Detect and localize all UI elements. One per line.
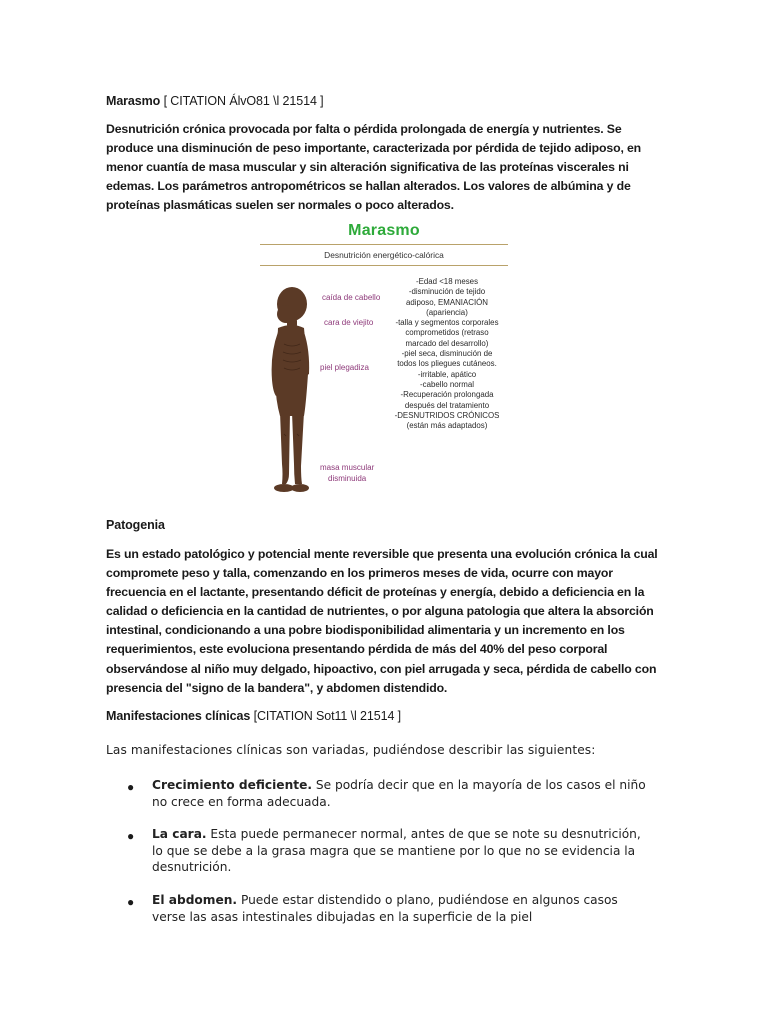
list-item-desc: no crece en forma adecuada. [152,794,331,809]
paragraph-line: menor cuantía de masa muscular y sin alteración significativa de las proteínas viscerales ni [106,160,629,175]
figure-list-line: -disminución de tejido [408,287,486,297]
paragraph-line: Desnutrición crónica provocada por falta o pérdida prolongada de energía y nutrientes. Se [106,122,622,136]
list-item-desc: verse las asas intestinales dibujadas en la superficie de la piel [152,909,533,924]
list-item-desc: Se podría decir que en la mayoría de los casos el niño [311,778,646,792]
label-muscle-mass [320,462,374,484]
figure-list-line: adiposo, EMANIACIÓN [405,297,488,307]
figure-characteristics-list [382,277,512,431]
list-item-text [152,777,672,810]
list-item-text [152,892,672,925]
figure-list-line: -talla y segmentos corporales [395,318,499,328]
figure-list-line: (están más adaptados) [406,421,488,431]
figure-list-line: -irritable, apático [417,369,477,379]
figure-list-line: (apariencia) [426,307,468,317]
figure-rule-mid [260,265,508,266]
heading-patogenia: Patogenia [106,518,165,532]
paragraph-line: compromete peso y talla, comenzando en los primeros meses de vida, ocurre con mayor [106,566,613,581]
marasmo-figure [260,222,510,502]
figure-list-line: todos los pliegues cutáneos. [397,359,497,369]
list-item-text [152,826,672,876]
figure-list-line: comprometidos (retraso [405,328,489,338]
paragraph-line: Es un estado patológico y potencial mente reversible que presenta una evolución crónica la cual [106,547,658,561]
label-old-face: cara de viejito [324,318,374,327]
paragraph-line: requerimientos, este evoluciona presentando pérdida de más del 40% del peso corporal [106,642,608,657]
paragraph-line: intestinal, condicionando a una pobre biodisponibilidad alimentaria y un incremento en los [106,623,625,638]
label-muscle-line: disminuida [328,474,367,483]
paragraph-line: proteínas plasmáticas suelen ser normales o poco alterados. [106,198,454,213]
paragraph-line: edemas. Los parámetros antropométricos se hallan alterados. Los valores de albúmina y de [106,179,631,194]
label-muscle-line: masa muscular [320,463,375,472]
paragraph-line: observándose al niño muy delgado, hipoactivo, con piel arrugada y seca, pérdida de cabello con [106,661,657,676]
paragraph-line: produce una disminución de peso importante, caracterizada por pérdida de tejido adiposo, en [106,141,642,156]
figure-list-line: -Recuperación prolongada [400,390,494,400]
list-item-desc: Puede estar distendido o plano, pudiéndose en algunos casos [237,893,618,907]
list-item-term: Crecimiento deficiente. [152,778,312,792]
paragraph-line: frecuencia en el lactante, presentando déficit de proteínas y energía, debido a deficiencia en la [106,585,645,600]
figure-list-line: marcado del desarrollo) [405,338,489,348]
heading-marasmo [106,94,324,108]
figure-subtitle: Desnutrición energético-calórica [324,250,444,260]
label-wrinkled-skin: piel plegadiza [320,363,369,372]
figure-rule-top [260,244,508,245]
list-item-term: El abdomen. [152,893,238,907]
citation: [ CITATION ÁlvO81 \l 21514 ] [163,94,324,108]
figure-list-line: -cabello normal [420,379,474,389]
list-item-term: La cara. [152,827,207,841]
paragraph-patogenia [106,545,658,698]
bullet-dot: ● [127,895,135,909]
figure-list-line: -piel seca, disminución de [401,349,493,359]
heading-text: Marasmo [106,94,161,108]
list-item-desc: lo que se debe a la grasa magra que se mantiene por lo que no se evidencia la [152,843,636,858]
heading-manifestaciones [106,709,401,723]
paragraph-definition [106,120,642,215]
list-item-desc: Esta puede permanecer normal, antes de que se note su desnutrición, [206,827,641,841]
citation: [CITATION Sot11 \l 21514 ] [253,709,402,723]
heading-text: Manifestaciones clínicas [106,709,251,723]
figure-title: Marasmo [348,222,420,239]
list-item-desc: desnutrición. [152,860,232,875]
figure-list-line: después del tratamiento [404,400,490,410]
intro-text: Las manifestaciones clínicas son variadas, pudiéndose describir las siguientes: [106,743,596,757]
label-hair-loss: caída de cabello [322,293,381,302]
figure-list-line: -Edad <18 meses [415,277,479,286]
paragraph-line: calidad o deficiencia en la cantidad de nutrientes, o por alguna patologia que altera la absorción [106,604,654,619]
bullet-dot: ● [127,829,135,843]
bullet-dot: ● [127,780,135,794]
figure-list-line: -DESNUTRIDOS CRÓNICOS [394,410,500,420]
paragraph-line: presencia del "signo de la bandera", y abdomen distendido. [106,680,448,695]
